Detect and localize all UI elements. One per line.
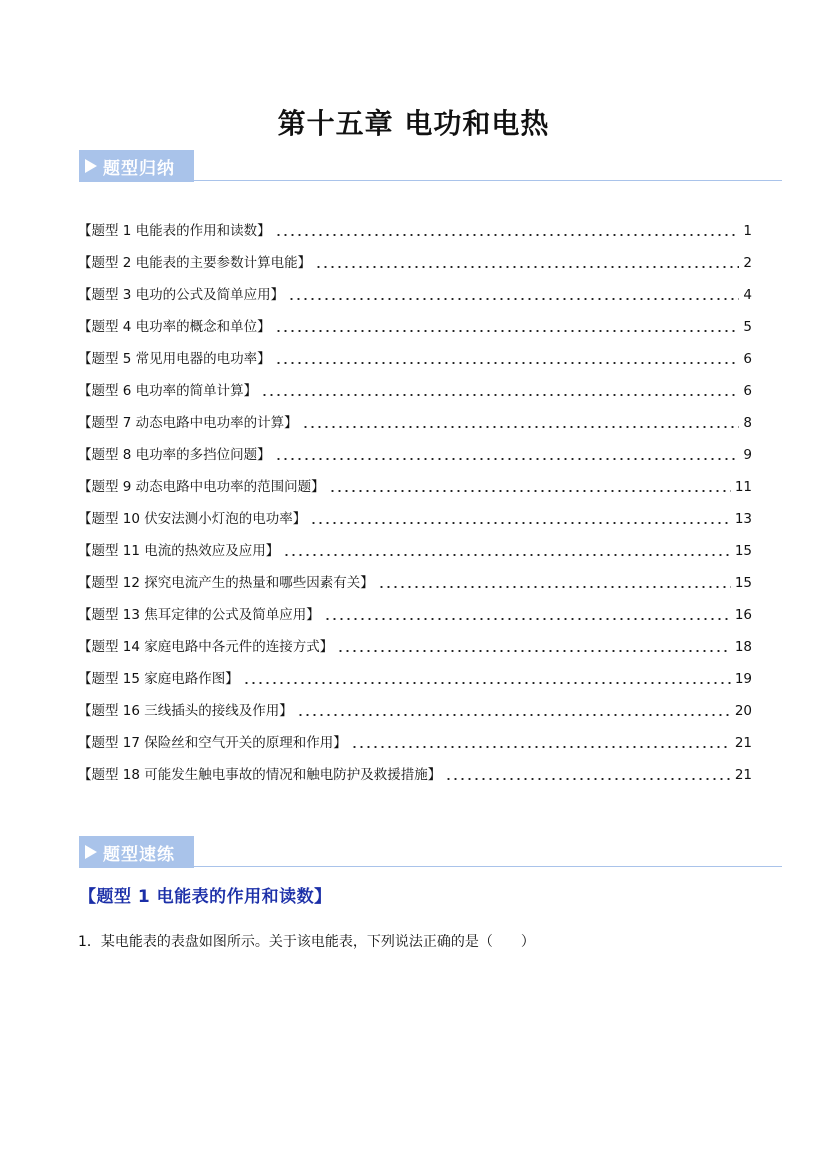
dot-leader — [337, 650, 731, 652]
section-label: 题型归纳 — [103, 158, 175, 179]
dot-leader — [261, 394, 739, 396]
section-label: 题型速练 — [103, 844, 175, 865]
toc-entry-title: 【题型 16 三线插头的接线及作用】 — [78, 703, 293, 719]
dot-leader — [275, 458, 740, 460]
toc-entry[interactable] — [78, 573, 752, 593]
toc-entry[interactable] — [78, 509, 752, 529]
toc-entry-page: 1 — [743, 223, 752, 239]
dot-leader — [243, 682, 731, 684]
toc-section-header — [79, 150, 782, 184]
dot-leader — [275, 234, 740, 236]
toc-entry-title: 【题型 18 可能发生触电事故的情况和触电防护及救援措施】 — [78, 767, 442, 783]
toc-entry-title: 【题型 2 电能表的主要参数计算电能】 — [78, 255, 312, 271]
arrow-right-icon — [85, 845, 97, 859]
toc-entry-title: 【题型 4 电功率的概念和单位】 — [78, 319, 271, 335]
toc-entry-page: 21 — [734, 735, 752, 751]
dot-leader — [297, 714, 731, 716]
toc-entry-title: 【题型 13 焦耳定律的公式及简单应用】 — [78, 607, 320, 623]
toc-entry[interactable] — [78, 221, 752, 241]
question-text: 1．某电能表的表盘如图所示。关于该电能表，下列说法正确的是（ ） — [78, 934, 535, 950]
dot-leader — [288, 298, 739, 300]
toc-entry[interactable] — [78, 317, 752, 337]
toc-entry[interactable] — [78, 605, 752, 625]
toc-entry-page: 18 — [734, 639, 752, 655]
toc-entry-title: 【题型 8 电功率的多挡位问题】 — [78, 447, 271, 463]
toc-entry-page: 13 — [734, 511, 752, 527]
toc-entry-title: 【题型 17 保险丝和空气开关的原理和作用】 — [78, 735, 347, 751]
toc-entry-title: 【题型 6 电功率的简单计算】 — [78, 383, 258, 399]
toc-entry[interactable] — [78, 701, 752, 721]
toc-entry[interactable] — [78, 445, 752, 465]
practice-section-header — [79, 836, 782, 870]
dot-leader — [275, 362, 740, 364]
toc-entry-page: 16 — [734, 607, 752, 623]
toc-entry-title: 【题型 12 探究电流产生的热量和哪些因素有关】 — [78, 575, 374, 591]
toc-entry[interactable] — [78, 669, 752, 689]
toc-entry[interactable] — [78, 253, 752, 273]
toc-entry[interactable] — [78, 733, 752, 753]
toc-entry[interactable] — [78, 349, 752, 369]
dot-leader — [324, 618, 731, 620]
toc-entry[interactable] — [78, 541, 752, 561]
toc-entry-page: 4 — [743, 287, 752, 303]
toc-entry-page: 11 — [734, 479, 752, 495]
toc-entry[interactable] — [78, 477, 752, 497]
toc-entry-title: 【题型 5 常见用电器的电功率】 — [78, 351, 271, 367]
toc-entry[interactable] — [78, 413, 752, 433]
toc-entry-title: 【题型 9 动态电路中电功率的范围问题】 — [78, 479, 325, 495]
dot-leader — [378, 586, 731, 588]
toc-entry-page: 6 — [743, 383, 752, 399]
toc-entry-title: 【题型 1 电能表的作用和读数】 — [78, 223, 271, 239]
toc-entry-page: 15 — [734, 575, 752, 591]
toc-entry-title: 【题型 3 电功的公式及简单应用】 — [78, 287, 285, 303]
section-tag — [79, 150, 194, 182]
toc-entry-title: 【题型 10 伏安法测小灯泡的电功率】 — [78, 511, 307, 527]
toc-entry[interactable] — [78, 765, 752, 785]
section-rule — [194, 866, 782, 867]
toc-entry[interactable] — [78, 285, 752, 305]
dot-leader — [351, 746, 731, 748]
toc-entry[interactable] — [78, 381, 752, 401]
page-title: 第十五章 电功和电热 — [277, 107, 550, 140]
dot-leader — [445, 778, 731, 780]
section-tag — [79, 836, 194, 868]
dot-leader — [302, 426, 740, 428]
arrow-right-icon — [85, 159, 97, 173]
toc-entry-page: 19 — [734, 671, 752, 687]
dot-leader — [310, 522, 731, 524]
dot-leader — [275, 330, 740, 332]
toc-entry-page: 8 — [743, 415, 752, 431]
question-type-heading: 【题型 1 电能表的作用和读数】 — [79, 887, 332, 907]
toc-entry-title: 【题型 14 家庭电路中各元件的连接方式】 — [78, 639, 334, 655]
toc-entry-page: 20 — [734, 703, 752, 719]
section-rule — [194, 180, 782, 181]
dot-leader — [283, 554, 731, 556]
toc-entry-page: 5 — [743, 319, 752, 335]
toc-entry[interactable] — [78, 637, 752, 657]
toc-entry-page: 6 — [743, 351, 752, 367]
toc-entry-page: 21 — [734, 767, 752, 783]
toc-entry-title: 【题型 15 家庭电路作图】 — [78, 671, 239, 687]
toc-entry-page: 9 — [743, 447, 752, 463]
dot-leader — [329, 490, 731, 492]
toc-entry-title: 【题型 11 电流的热效应及应用】 — [78, 543, 280, 559]
dot-leader — [315, 266, 739, 268]
toc-entry-title: 【题型 7 动态电路中电功率的计算】 — [78, 415, 298, 431]
toc-entry-page: 2 — [743, 255, 752, 271]
toc-entry-page: 15 — [734, 543, 752, 559]
